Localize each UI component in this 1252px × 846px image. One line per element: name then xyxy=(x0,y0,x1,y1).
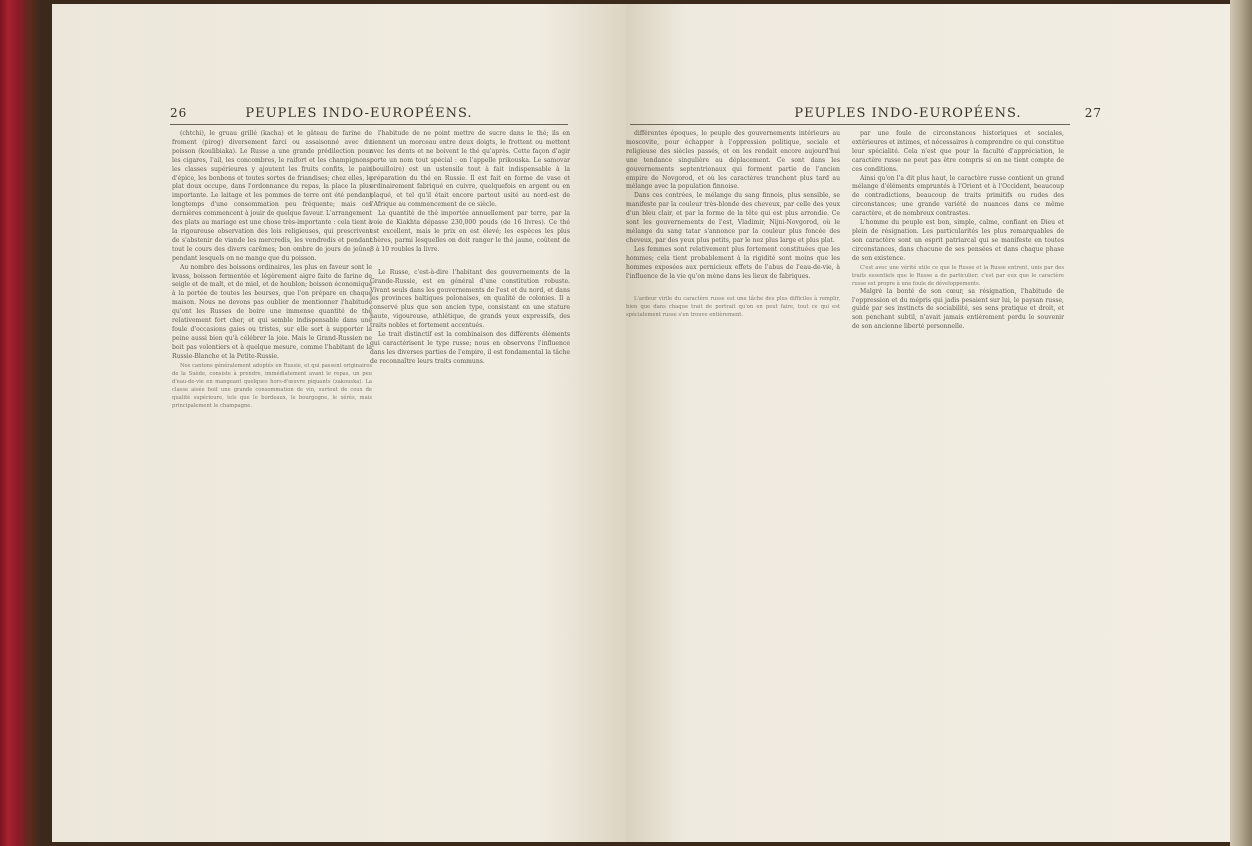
right-column-2 xyxy=(852,130,1064,332)
left-running-title: PEUPLES INDO-EUROPÉENS. xyxy=(245,106,473,121)
paragraph: (chtchi), le gruau grillé (kacha) et le gâteau de farine de froment (pirog) diversement farci ou assaisonné avec du poisson (koulibiaka). Le Russe a une grande prédilection pour les cigares, l'ail, les concombres, le raifort et les champignons; les classes supérieures y ajoutent les fruits confits, le pain d'épice, les bonbons et toutes sortes de friandises; chez elles, le plat doux occupe, dans l'ordonnance du repas, la place la plus importante. Le laitage et les pommes de terre ont été pendant longtemps d'une consommation peu fréquente; mais ces dernières commencent à jouir de quelque faveur. L'arrangement des plats au mariage est une chose très-importante : cela tient à la rigoureuse observation des lois religieuses, qui prescrivent de s'abstenir de viande les mercredis, les vendredis et pendant tout le cours des divers carêmes; bon ombre de jours de jeûne, pendant lesquels on ne mange que du poisson. xyxy=(172,130,373,262)
paragraph: Nos cantons généralement adoptés en Russie, et qui passent originaires de la Suède, consiste à prendre, immédiatement avant le repas, un peu d'eau-de-vie en mangeant quelques hors-d'œuvre piquants (zakouska). La classe aisée boit une grande consommation de vin, surtout de ceux de qualité supérieure, tels que le bordeaux, le bourgogne, le xérès, mais principalement le champagne. xyxy=(172,362,372,409)
paragraph: La quantité de thé importée annuellement par terre, par la voie de Kiakhta dépasse 230,000 pouds (de 16 livres). Ce thé est excellent, mais le prix en est élevé; les espèces les plus chères, parmi lesquelles on doit ranger le thé jaune, coûtent de 8 à 10 roubles la livre. xyxy=(370,210,570,253)
right-page-header xyxy=(626,104,1230,124)
paragraph-gap xyxy=(626,281,840,295)
paragraph-gap xyxy=(370,255,570,269)
right-running-title: PEUPLES INDO-EUROPÉENS. xyxy=(794,106,1022,121)
left-header-rule xyxy=(170,124,568,125)
paragraph: Au nombre des boissons ordinaires, les plus en faveur sont le kvass, boisson fermentée et légèrement aigre faite de farine de seigle et de malt, et de miel, et de houblon; boisson économique à la portée de toutes les bourses, que l'on prépare en chaque maison. Nous ne devons pas oublier de mentionner l'habitude qu'ont les Russes de boire une immense quantité de thé relativement fort cher, et qui semble indispensable dans une foule d'occasions gaies ou tristes, sur elle sort à supporter la peine aussi bien qu'à célébrer la joie. Mais le Grand-Russien ne boit pas volontiers et à quelque mesure, comme l'habitant de la Russie-Blanche et la Petite-Russie. xyxy=(172,263,372,360)
right-page-number: 27 xyxy=(1084,106,1102,120)
paragraph: Dans ces contrées, le mélange du sang finnois, plus sensible, se manifeste par la couleur très-blonde des cheveux, par celle des yeux d'un bleu clair, et par la forme de la tête qui est plus arrondie. Ce sont les gouvernements de l'est, Vladimir, Nijni-Novgorod, où le mélange du sang tatar s'annonce par la couleur plus foncée des cheveux, par des yeux plus petits, par le nez plus large et plus plat. xyxy=(626,192,840,244)
left-page-number: 26 xyxy=(170,106,188,120)
paragraph: Ainsi qu'on l'a dit plus haut, le caractère russe contient un grand mélange d'éléments empruntés à l'Orient et à l'Occident, beaucoup de contradictions, beaucoup de traits primitifs ou rudes des circonstances; une grande variété de nuances dans ce même caractère, et de nombreux contrastes. xyxy=(852,174,1064,218)
paragraph: Le Russe, c'est-à-dire l'habitant des gouvernements de la Grande-Russie, est en général d'une constitution robuste. Vivant seuls dans les gouvernements de l'est et du nord, et dans les provinces baltiques polonaises, en qualité de colonies. Il a conservé plus que son ancien type, consistant en une stature haute, vigoureuse, athlétique, de grands yeux expressifs, des traits nobles et fortement accentués. xyxy=(370,268,570,330)
paragraph: différentes époques, le peuple des gouvernements intérieurs au moscovite, pour échapper à l'oppression politique, sociale et religieuse des siècles passés, et on les rendait encore aujourd'hui une tendance singulière au déplacement. Ce sont dans les gouvernements septentrionaux qui forment partie de l'ancien empire de Novgorod, et où les caractères tranchent plus tard au mélange avec la population finnoise. xyxy=(626,130,840,191)
paragraph: Le trait distinctif est la combinaison des différents éléments qui caractérisent le type russe; nous en observons l'influence dans les diverses parties de l'empire, il est fondamental la tâche de reconnaître leurs traits communs. xyxy=(370,331,570,365)
paragraph: l'habitude de ne point mettre de sucre dans le thé; ils en tiennent un morceau entre deux doigts, le frottent ou mettent avec les dents et ne boivent le thé qu'après. Cette façon d'agir porte un nom tout spécial : on l'appelle prikouska. Le samovar (bouilloire) est un ustensile tout à fait indispensable à la préparation du thé en Russie. Il est fait en forme de vase et ordinairement fabriqué en cuivre, quelquefois en argent ou en plaqué, et tel qu'il était encore partout usité au nord-est de l'Afrique au commencement de ce siècle. xyxy=(370,130,570,209)
left-column-2 xyxy=(370,130,570,367)
paragraph: Les femmes sont relativement plus fortement constituées que les hommes; cela tient probablement à la rigidité sont moins que les hommes exposées aux pernicieux effets de l'abus de l'eau-de-vie, à l'influence de la vie qu'on mène dans les lieux de fabriques. xyxy=(626,245,840,280)
right-page xyxy=(626,4,1230,842)
right-column-1 xyxy=(626,130,840,319)
paragraph: Malgré la bonté de son cœur, sa résignation, l'habitude de l'oppression et du mépris qui jadis pesaient sur lui, le paysan russe, guidé par ses instincts de sociabilité, ses sens pratique et droit, et son penchant subtil, n'avait jamais entièrement perdu le souvenir de son ancienne liberté personnelle. xyxy=(852,287,1064,331)
left-column-1 xyxy=(172,130,372,410)
paragraph: C'est avec une vérité utile ce que le Russe et la Russe entrent, unis par des traits essentiels que le Russe a de particulier; c'est par eux que le caractère russe est propre à une foule de développements. xyxy=(852,264,1064,287)
right-header-rule xyxy=(630,124,1070,125)
paragraph: par une foule de circonstances historiques et sociales, extérieures et intimes, et nécessaires à comprendre ce qui constitue leur spécialité. Cela n'est que pour la faculté d'appréciation, le caractère russe ne peut pas être compris si on ne tient compte de ces conditions. xyxy=(852,130,1064,173)
paragraph: L'ardeur virile du caractère russe est une tâche des plus difficiles à remplir, bien que dans chaque trait de portrait qu'on en peut faire, tout ce qui est spécialement russe s'en trouve entièrement. xyxy=(626,296,840,319)
paragraph: L'homme du peuple est bon, simple, calme, confiant en Dieu et plein de résignation. Les particularités les plus remarquables de son caractère sont un esprit patriarcal qui se manifeste en toutes circonstances, dans chacune de ses pensées et dans chaque phase de son existence. xyxy=(852,219,1064,262)
left-page-header xyxy=(52,104,626,124)
left-page xyxy=(52,4,626,842)
